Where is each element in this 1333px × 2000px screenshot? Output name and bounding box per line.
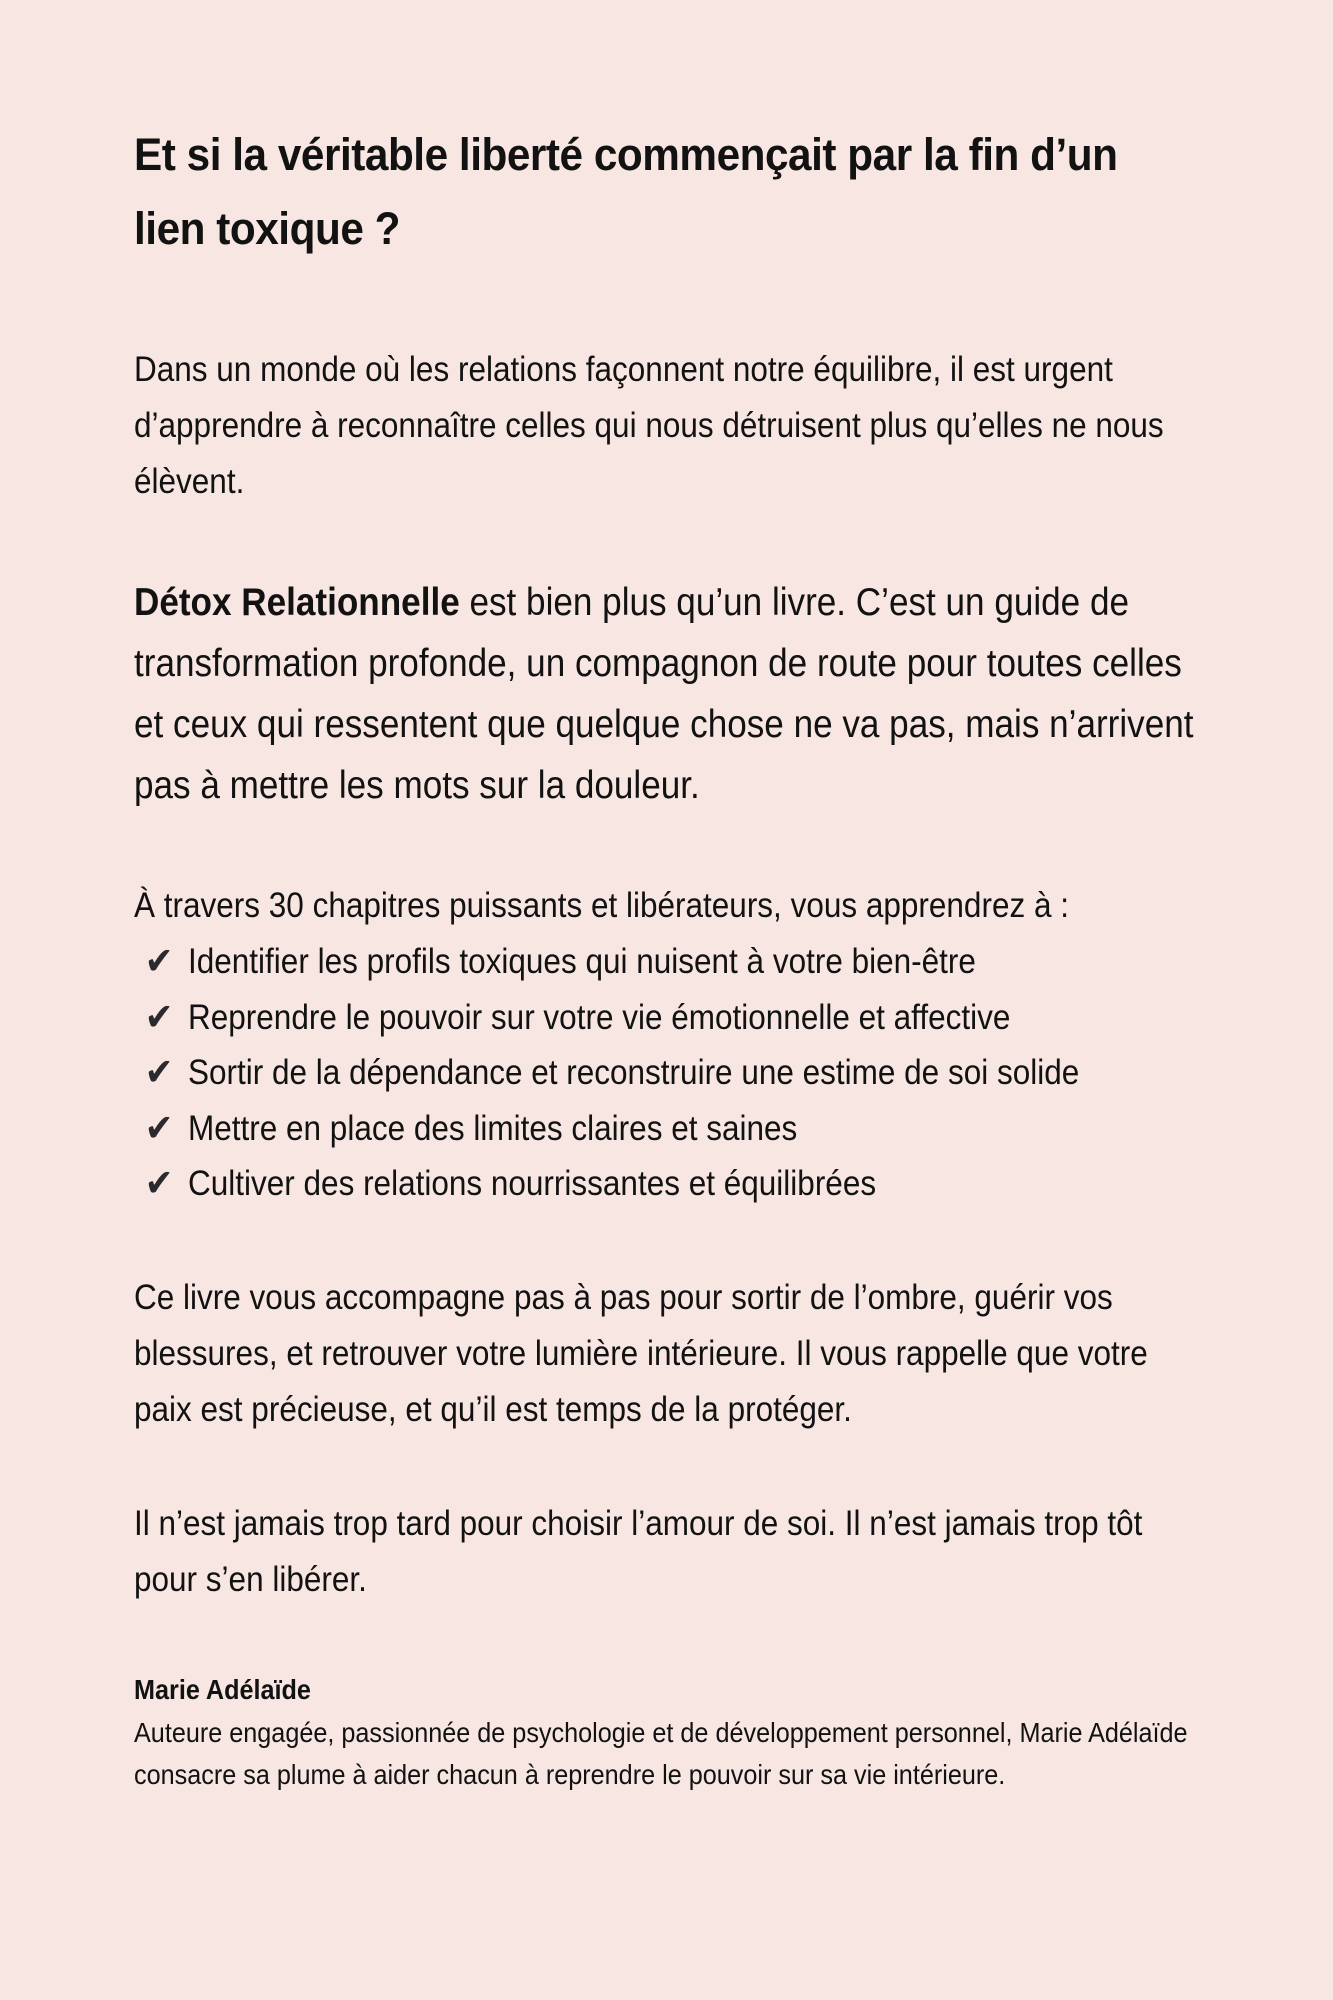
list-item-text: Identifier les profils toxiques qui nuisent à votre bien-être bbox=[188, 942, 976, 981]
list-item-text: Cultiver des relations nourrissantes et équilibrées bbox=[188, 1164, 877, 1203]
list-item-text: Sortir de la dépendance et reconstruire une estime de soi solide bbox=[188, 1053, 1080, 1092]
list-item bbox=[134, 1156, 1214, 1212]
chapter-benefits-list bbox=[134, 934, 1214, 1212]
list-item-text: Mettre en place des limites claires et saines bbox=[188, 1108, 798, 1148]
check-icon: ✔ bbox=[144, 939, 174, 983]
detox-paragraph bbox=[134, 572, 1214, 816]
check-icon: ✔ bbox=[144, 994, 174, 1039]
intro-paragraph: Dans un monde où les relations façonnent notre équilibre, il est urgent d’apprendre à reconnaître celles qui nous détruisent plus qu’elles ne nous élèvent. bbox=[134, 350, 1164, 501]
list-item bbox=[134, 1101, 1214, 1157]
author-name: Marie Adélaïde bbox=[134, 1673, 311, 1705]
book-title-strong: Détox Relationnelle bbox=[134, 581, 460, 624]
detox-paragraph-text: est bien plus qu’un livre. C’est un guide de transformation profonde, un compagnon de route pour toutes celles et ceux qui ressentent que quelque chose ne va pas, mais n’arrivent pas à mettre les mots sur la douleur. bbox=[134, 581, 1194, 807]
page-title: Et si la véritable liberté commençait par la fin d’un lien toxique ? bbox=[134, 129, 1118, 254]
check-icon: ✔ bbox=[144, 1161, 174, 1205]
accompany-paragraph: Ce livre vous accompagne pas à pas pour sortir de l’ombre, guérir vos blessures, et retrouver votre lumière intérieure. Il vous rappelle que votre paix est précieuse, et qu’il est temps de la protéger. bbox=[134, 1277, 1148, 1429]
author-block bbox=[134, 1668, 1214, 1796]
list-item bbox=[134, 934, 1214, 990]
check-icon: ✔ bbox=[144, 1050, 174, 1094]
list-item bbox=[134, 1045, 1214, 1101]
author-bio: Auteure engagée, passionnée de psychologie et de développement personnel, Marie Adélaïde consacre sa plume à aider chacun à reprendre le pouvoir sur sa vie intérieure. bbox=[134, 1716, 1188, 1790]
list-item bbox=[134, 990, 1214, 1046]
list-item-text: Reprendre le pouvoir sur votre vie émotionnelle et affective bbox=[188, 997, 1011, 1037]
check-icon: ✔ bbox=[144, 1105, 174, 1150]
closing-paragraph: Il n’est jamais trop tard pour choisir l’amour de soi. Il n’est jamais trop tôt pour s’en libérer. bbox=[134, 1503, 1143, 1599]
learn-intro: À travers 30 chapitres puissants et libérateurs, vous apprendrez à : bbox=[134, 886, 1069, 925]
